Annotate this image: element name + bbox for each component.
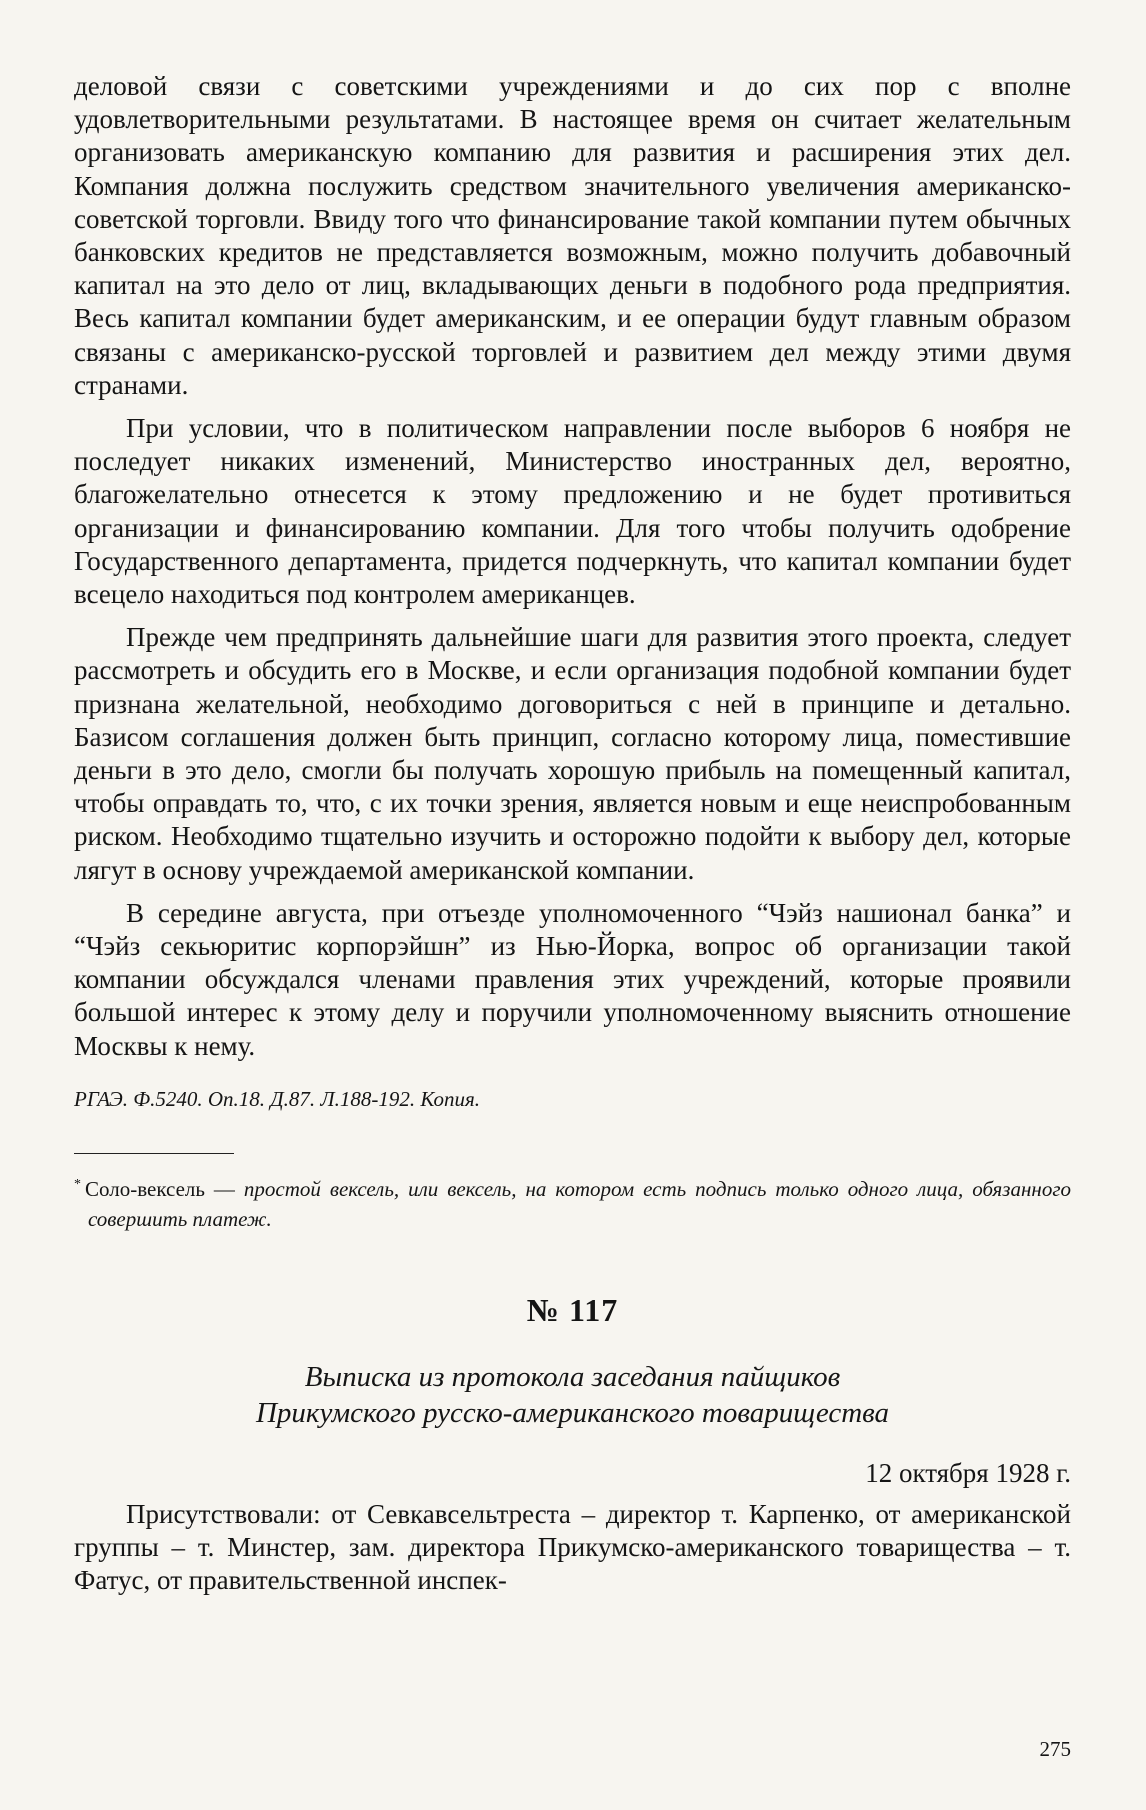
document-opening-paragraph: Присутствовали: от Севкавсельтреста – директор т. Карпенко, от американской группы – т. Минстер, зам. директора Прикумско-американского товарищества – т. Фатус, от правительственной инспек- [74,1498,1071,1596]
body-paragraph-4: В середине августа, при отъезде уполномоченного “Чэйз нашионал банка” и “Чэйз секьюритис корпорэйшн” из Нью-Йорка, вопрос об организации такой компании обсуждался членами правления этих учреждений, которые проявили большой интерес к этому делу и поручили уполномоченному выяснить отношение Москвы к нему. [74,897,1071,1061]
document-title [74,1359,1071,1431]
page-number: 275 [1039,1737,1071,1761]
page-content [74,70,1071,1598]
archive-source-citation: РГАЭ. Ф.5240. Оп.18. Д.87. Л.188-192. Копия. [74,1086,481,1111]
body-paragraph-2: При условии, что в политическом направлении после выборов 6 ноября не последует никаких изменений, Министерство иностранных дел, вероятно, благожелательно отнесется к этому предложению и не будет противиться организации и финансированию компании. Для того чтобы получить одобрение Государственного департамента, придется подчеркнуть, что капитал компании будет всецело находиться под контролем американцев. [74,413,1071,610]
body-paragraph-1: деловой связи с советскими учреждениями и до сих пор с вполне удовлетворительными результатами. В настоящее время он считает желательным организовать американскую компанию для развития и расширения этих дел. Компания должна послужить средством значительного увеличения американско-советской торговли. Ввиду того что финансирование такой компании путем обычных банковских кредитов не представляется возможным, можно получить добавочный капитал на это дело от лиц, вкладывающих деньги в подобного рода предприятия. Весь капитал компании будет американским, и ее операции будут главным образом связаны с американско-русской торговлей и развитием дел между этими двумя странами. [74,71,1071,400]
body-paragraph-3: Прежде чем предпринять дальнейшие шаги для развития этого проекта, следует рассмотреть и обсудить его в Москве, и если организация подобной компании будет признана желательной, необходимо договориться с ней в принципе и детально. Базисом соглашения должен быть принцип, согласно которому лица, поместившие деньги в это дело, смогли бы получать хорошую прибыль на помещенный капитал, чтобы оправдать то, что, с их точки зрения, является новым и еще неиспробованным риском. Необходимо тщательно изучить и осторожно подойти к выбору дел, которые лягут в основу учреждаемой американской компании. [74,622,1071,885]
footnote-term: Соло-вексель — [85,1176,235,1201]
footnote-mark: * [74,1176,81,1192]
footnote-divider [74,1153,234,1154]
document-title-line-1: Выписка из протокола заседания пайщиков [304,1360,841,1393]
footnote [74,1170,1071,1234]
document-date: 12 октября 1928 г. [865,1457,1071,1488]
footnote-definition: простой вексель, или вексель, на котором есть подпись только одного лица, обязанного совершить платеж. [88,1176,1072,1231]
document-number: № 117 [526,1291,619,1328]
document-title-line-2: Прикумского русско-американского товарищества [255,1396,890,1429]
